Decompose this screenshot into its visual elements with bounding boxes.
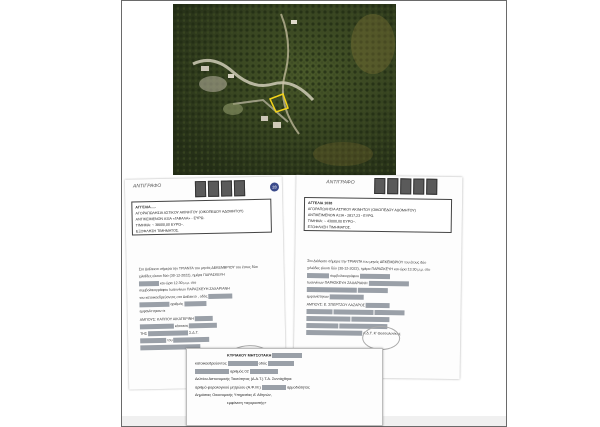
header-line: ΕΞΟΦΛΗΣΗ ΤΙΜΗΜΑΤΟΣ. [307, 225, 351, 230]
stamp [426, 179, 437, 195]
stamp [208, 181, 219, 197]
page-number-badge: 28 [270, 182, 279, 191]
body-line: εμφανίστηκαν οι [139, 308, 166, 314]
header-line: ΑΓΓΕΛΙΑ 1038 [307, 201, 333, 206]
header-line: ΕΞΟΦΛΗΣΗ ΤΙΜΗΜΑΤΟΣ. [135, 228, 180, 234]
body-line: συμβολαιογράφου Ιωαννίνων ΠΑΡΑΣΚΕΥΗ ΖΑΧΑΡΙΑΝΗ [139, 286, 230, 293]
front-line: αριθμό φορολογικού μητρώου (Α.Φ.Μ.) αρμοδιότητας [195, 385, 310, 390]
party-line: ΑΜΠΟΥΣ: Ε. ΣΠΕΡΤΖΟΥ ΛΑΖΑΡΟΣ [307, 302, 390, 308]
stamp [195, 181, 206, 197]
body-line: κάτοικος [140, 323, 218, 330]
contract-header-box [131, 199, 272, 236]
front-line: Δελτίου Αστυνομικής Ταυτότητας (Δ.Α.Τ.) Τ.Α. Συντάχθηκε [195, 377, 292, 381]
front-line: Δημόσιας Οικονομικής Υπηρεσίας Α' Αθηνών, [195, 393, 272, 397]
copy-watermark: ΑΝΤΙΓΡΑΦΟ [132, 182, 162, 190]
body-line: χιλιάδες είκοσι δύο (30-12-2022), ημέρα ΠΑΡΑΣΚΕΥΗ και ώρα 13.30 μ.μ. στο [307, 266, 431, 272]
front-line: αριθμός 02 [195, 369, 278, 374]
header-line: ΑΓΟΡΑΠΩΛΗΣΙΑ ΑΣΤΙΚΟΥ ΑΚΙΝΗΤΟΥ (ΟΙΚΟΠΕΔΟΥ ΑΔΟΜΗΤΟΥ) [135, 209, 244, 216]
body-line: Ιωαννίνων ΠΑΡΑΣΚΕΥΗ ΖΑΧΑΡΙΑΝΗ [307, 280, 409, 286]
body-line: Α.Δ.Τ. Κ' Θεσσαλονίκης [306, 330, 400, 336]
header-line: ΑΝΤΙΚΕΙΜΕΝΟΝ ΑΞΙΑ «ΓΑΒΑΛΑ» - ΕΥΡΩ. [135, 216, 205, 222]
body-line [307, 287, 388, 293]
signature-mark [362, 326, 400, 351]
buyer-name: ΚΥΡΙΑΚΟΥ ΜΗΤΣΟΤΑΚΗ [227, 353, 302, 358]
header-line: ΤΙΜΗΜΑ: ~ 43000,00 ΕΥΡΩ~. [307, 219, 357, 224]
stamp [400, 178, 411, 194]
body-line [306, 309, 404, 315]
revenue-stamps [374, 178, 437, 195]
front-line: εμφάνιση «αγοραστής» [227, 401, 267, 405]
party-line: ΑΜΠΟΥΣ: ΚΑΠΠΟΥ ΑΙΚΑΤΕΡΙΝΗ [140, 316, 213, 323]
copy-watermark: ΑΝΤΙΓΡΑΦΟ [326, 179, 355, 186]
body-line: του [140, 337, 209, 343]
front-line: κατοικοεδρεύοντος οδός [195, 361, 294, 366]
body-line: συμβολαιογράφου [307, 273, 390, 279]
body-line [306, 316, 389, 322]
header-line: ΤΙΜΗΜΑ: ~ 38000,00 ΕΥΡΩ~. [135, 222, 185, 228]
body-line: ΤΗΣ Σ.Δ.Τ. [140, 330, 199, 336]
header-line: ΑΓΓΕΛΙΑ..... [135, 205, 156, 210]
body-line: χιλιάδες είκοσι δύο (30-12-2022), ημέρα ΠΑΡΑΣΚΕΥΗ [138, 272, 225, 279]
contract-header-box [304, 197, 452, 233]
body-line: Στο Διάλεκτο σήμερα την ΤΡΙΑΝΤΑ του μηνός ΔΕΚΕΜΒΡΙΟΥ του έτους δύο [138, 264, 258, 272]
stamp [234, 180, 245, 196]
aerial-map-image [173, 4, 396, 175]
stamp [221, 180, 232, 196]
body-line: Στο Διάλεκτο σήμερα την ΤΡΙΑΝΤΑ του μηνός ΔΕΚΕΜΒΡΙΟΥ του έτους δύο [307, 259, 427, 265]
header-line: ΑΝΤΙΚΕΙΜΕΝΟΝ ΑΞΙΑ - 2817,23 - ΕΥΡΩ. [307, 213, 375, 218]
body-line: του κατοικοεδρεύοντος στο Διάλεκτο , οδός [139, 293, 232, 300]
body-line: και ώρα 12.30 μ.μ. στο [139, 280, 196, 286]
stamp [413, 178, 424, 194]
aerial-photo [173, 4, 396, 175]
stamp [374, 178, 385, 194]
front-contract-excerpt [186, 348, 383, 426]
body-line: αριθμός [139, 301, 206, 307]
body-line: εμφανίστηκαν [307, 294, 364, 300]
revenue-stamps [195, 180, 245, 197]
header-line: ΑΓΟΡΑΠΩΛΗΣΙΑ ΑΣΤΙΚΟΥ ΑΚΙΝΗΤΟΥ (ΟΙΚΟΠΕΔΟΥ ΑΔΟΜΗΤΟΥ) [307, 207, 416, 213]
stamp [387, 178, 398, 194]
